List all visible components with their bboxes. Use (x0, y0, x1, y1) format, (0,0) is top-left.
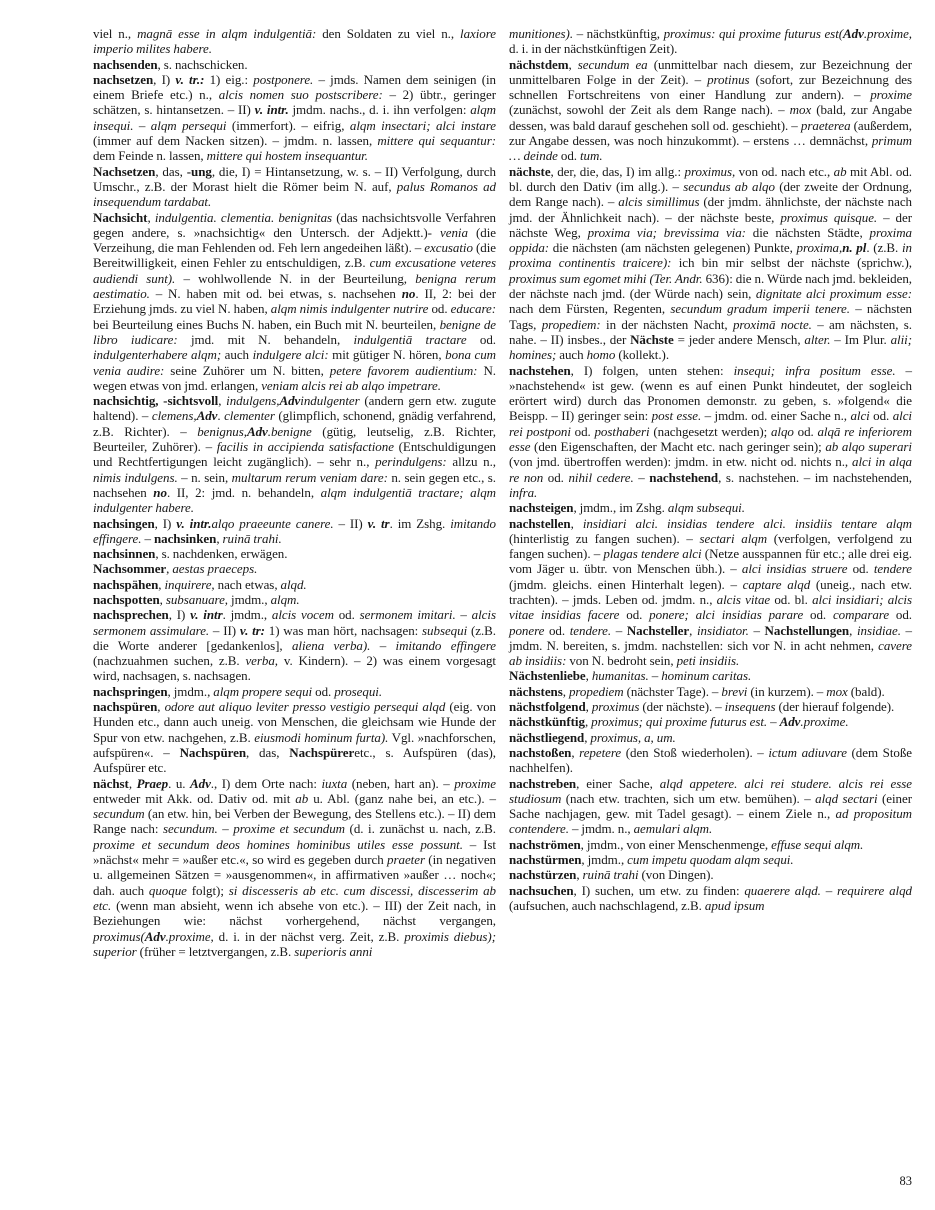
dictionary-entry: nachspüren, odore aut aliquo leviter presso vestigio persequi alqd (eig. von Hunden etc., dann auch uneig. von Menschen, die gleichsam wie Hunde der Spur von etw. nachgehen, z.B. eiusmodi hominum furta). Vgl. »nachforschen, aufspüren«. – Nachspüren, das, Nachspüreretc., s. Aufspüren (das), Aufspürer etc. (93, 699, 496, 776)
dictionary-entry: nachspähen, inquirere, nach etwas, alqd. (93, 576, 307, 592)
dictionary-entry: nachstellen, insidiari alci. insidias tendere alci. insidiis tentare alqm (hinterlistig zu fangen suchen). – sectari alqm (verfolgen, verfolgend zu fangen suchen). – plagas tendere alci (Netze ausspannen für etc.; alle drei eig. vom Jäger u. übtr. von Menschen übh.). – alci insidias struere od. tendere (jmdm. gleichs. einen Hinterhalt legen). – captare alqd (uneig., nach etw. trachten). – jmds. Leben od. jmdm. n., alcis vitae od. bl. alci insidiari; alcis vitae insidias facere od. ponere; alci insidias parare od. comparare od. ponere od. tendere. – Nachsteller, insidiator. – Nachstellungen, insidiae. – jmdm. N. bereiten, s. jmdm. nachstellen: sich vor N. in acht nehmen, cavere ab insidiis: von N. bedroht sein, peti insidiis. (509, 515, 913, 669)
page-number: 83 (899, 1174, 912, 1188)
dictionary-entry: nachspotten, subsanuare, jmdm., alqm. (93, 591, 300, 607)
dictionary-entry: nächstdem, secundum ea (unmittelbar nach diesem, zur Bezeichnung der unmittelbaren Folge in der Zeit). – protinus (sofort, zur Bezeichnung des schnellen Fortschreitens von einer Handlung zur andern). – proxime (zunächst, sowohl der Zeit als dem Range nach). – mox (bald, zur Angabe dessen, was bald darauf geschehen soll od. geschieht). – praeterea (außerdem, zur Angabe dessen, was noch hinzukommt). – erstens … demnächst, primum … deinde od. tum. (509, 56, 913, 164)
dictionary-entry: nächstliegend, proximus, a, um. (509, 729, 676, 745)
dictionary-entry: viel n., magnā esse in alqm indulgentiā: den Soldaten zu viel n., laxiore imperio milites habere. (93, 26, 497, 57)
dictionary-entry: nachsuchen, I) suchen, um etw. zu finden: quaerere alqd. – requirere alqd (aufsuchen, auch nachschlagend, z.B. apud ipsum (509, 882, 912, 913)
dictionary-entry: nächstfolgend, proximus (der nächste). – insequens (der hierauf folgende). (509, 699, 895, 715)
dictionary-entry: nachsenden, s. nachschicken. (93, 56, 248, 72)
left-column (93, 26, 496, 959)
dictionary-entry: Nachsicht, indulgentia. clementia. benignitas (das nachsichtsvolle Verfahren gegen andere, s. »nachsichtig« den Untersch. der Adjektt.)- venia (die Verzeihung, die man Fehlenden od. Feh lern angedeihen läßt). – excusatio (die Bereitwilligkeit, einen Fehler zu entschuldigen, z.B. cum excusatione veteres audiendi sunt). – wohlwollende N. in der Beurteilung, benigna rerum aestimatio. – N. haben mit od. bei etwas, s. nachsehen no. II, 2: bei der Erziehung jmds. zu viel N. haben, alqm nimis indulgenter nutrire od. educare: bei Beurteilung eines Buchs N. haben, ein Buch mit N. beurteilen, benigne de libro iudicare: jmd. mit N. behandeln, indulgentiā tractare od. indulgenterhabere alqm; auch indulgere alci: mit gütiger N. hören, bona cum venia audire: seine Zuhörer um N. bitten, petere favorem audientium: N. wegen etwas von jmd. erlangen, veniam alcis rei ab alqo impetrare. (93, 209, 497, 393)
dictionary-entry: nächst, Praep. u. Adv., I) dem Orte nach: iuxta (neben, hart an). – proxime entweder mit Akk. od. Dativ od. mit ab u. Abl. (ganz nahe bei, an etc.). – secundum (an etw. hin, bei Verben der Bewegung, des Stellens etc.). – II) dem Range nach: secundum. – proxime et secundum (d. i. zunächst u. nach, z.B. proxime et secundum deos homines hominibus utiles esse possunt. – Ist »nächst« mehr = »außer etc.«, so wird es gegeben durch praeter (in negativen u. allgemeinen Sätzen = »ausgenommen«, in affirmativen »außer … noch«; dah. auch quoque folgt); si discesseris ab etc. cum discessi, discesserim ab etc. (wenn man absieht, wenn ich absehe von etc.). – III) der Zeit nach, in Beziehungen wie: nächst vorhergehend, nächst vergangen, proximus(Adv.proxime, d. i. in der nächst verg. Zeit, z.B. proximis diebus); superior (früher = letztvergangen, z.B. superioris anni (93, 775, 497, 959)
dictionary-entry: nachstoßen, repetere (den Stoß wiederholen). – ictum adiuvare (dem Stoße nachhelfen). (509, 744, 913, 776)
dictionary-entry: nachsinnen, s. nachdenken, erwägen. (93, 546, 288, 562)
dictionary-entry: nachsichtig, -sichtsvoll, indulgens,Advindulgenter (andern gern etw. zugute haltend). – clemens,Adv. clementer (glimpflich, schonend, gnädig verfahrend, z.B. Richter). – benignus,Adv.benigne (gütig, leutselig, z.B. Richter, Beurteiler, Zuhörer). – facilis in accipienda satisfactione (Entschuldigungen und Rechtfertigungen leicht zugänglich). – sehr n., perindulgens: allzu n., nimis indulgens. – n. sein, multarum rerum veniam dare: n. sein gegen etc., s. nachsehen no. II, 2: jmd. n. behandeln, alqm indulgentiā tractare; alqm indulgenter habere. (93, 393, 497, 516)
dictionary-entry: nachsingen, I) v. intr.alqo praeeunte canere. – II) v. tr. im Zshg. imitando effingere. – nachsinken, ruinā trahi. (93, 515, 497, 546)
dictionary-entry: nachsteigen, jmdm., im Zshg. alqm subsequi. (509, 500, 745, 516)
dictionary-entry: nachstürmen, jmdm., cum impetu quodam alqm sequi. (509, 852, 794, 868)
dictionary-entry: nächstens, propediem (nächster Tage). – brevi (in kurzem). – mox (bald). (509, 683, 885, 699)
text-columns (93, 26, 912, 959)
dictionary-entry: nachstreben, einer Sache, alqd appetere. alci rei studere. alcis rei esse studiosum (nach etw. trachten, sich um etw. bemühen). – alqd sectari (einer Sache nachjagen, gew. mit Tadel gesagt). – einem Ziele n., ad propositum contendere. – jmdm. n., aemulari alqm. (509, 775, 913, 837)
dictionary-entry: Nachsetzen, das, -ung, die, I) = Hintansetzung, w. s. – II) Verfolgung, durch Umschr., z.B. der Morast hielt die Römer beim N. auf, palus Romanos ad insequendum tardabat. (93, 163, 497, 210)
dictionary-entry: munitiones). – nächstkünftig, proximus: qui proxime futurus est(Adv.proxime, d. i. in der nächstkünftigen Zeit). (509, 26, 913, 57)
dictionary-entry: nachstürzen, ruinā trahi (von Dingen). (509, 867, 714, 883)
dictionary-entry: Nachsommer, aestas praeceps. (93, 561, 258, 577)
dictionary-entry: nachsetzen, I) v. tr.: 1) eig.: postponere. – jmds. Namen dem seinigen (in einem Briefe etc.) n., alcis nomen suo postscribere: – 2) übtr., geringer schätzen, s. hintansetzen. – II) v. intr. jmdm. nachs., d. i. ihn verfolgen: alqm insequi. – alqm persequi (immerfort). – eifrig, alqm insectari; alci instare (immer auf dem Nacken sitzen). – jmdm. n. lassen, mittere qui sequantur: dem Feinde n. lassen, mittere qui hostem insequantur. (93, 71, 497, 164)
dictionary-entry: nachströmen, jmdm., von einer Menschenmenge, effuse sequi alqm. (509, 836, 864, 852)
dictionary-entry: nächstkünftig, proximus; qui proxime futurus est. – Adv.proxime. (509, 714, 849, 730)
dictionary-entry: Nächstenliebe, humanitas. – hominum caritas. (509, 668, 752, 684)
dictionary-entry: nachsprechen, I) v. intr. jmdm., alcis vocem od. sermonem imitari. – alcis sermonem assimulare. – II) v. tr: 1) was man hört, nachsagen: subsequi (z.B. die Worte anderer [gedankenlos], aliena verba). – imitando effingere (nachzuahmen suchen, z.B. verba, v. Kindern). – 2) was einem vorgesagt wird, nachsagen, s. nachsagen. (93, 607, 496, 684)
dictionary-entry: nachstehen, I) folgen, unten stehen: insequi; infra positum esse. – »nachstehend« ist gew. (wenn es auf einen Punkt hindeutet, der sogleich erörtert wird) durch das Pronomen demonstr. zu geben, s. »folgend« die Beispp. – II) geringer sein: post esse. – jmdm. od. einer Sache n., alci od. alci rei postponi od. posthaberi (nachgesetzt werden); alqo od. alqā re inferiorem esse (den Eigenschaften, der Macht etc. nach geringer sein); ab alqo superari (von jmd. übertroffen werden): jmdm. in etw. nicht od. nichts n., alci in alqa re non od. nihil cedere. – nachstehend, s. nachstehen. – im nachstehenden, infra. (509, 362, 913, 500)
right-column (509, 26, 912, 959)
dictionary-entry: nächste, der, die, das, I) im allg.: proximus, von od. nach etc., ab mit Abl. od. bl. durch den Dativ (im allg.). – secundus ab alqo (der zweite der Ordnung, dem Range nach). – alcis simillimus (der jmdm. ähnlichste, der nächste nach jmd. der Ähnlichkeit nach). – der nächste beste, proximus quisque. – der nächste Weg, proxima via; brevissima via: die nächsten Städte, proxima oppida: die nächsten (am nächsten gelegenen) Punkte, proxima,n. pl. (z.B. in proxima continentis traicere): ich bin mir selbst der nächste (sprichw.), proximus sum egomet mihi (Ter. Andr. 636): die n. Würde nach jmd. bekleiden, der nächste nach jmd. (der Würde nach) sein, dignitate alci proximum esse: nach dem Fürsten, Regenten, secundum gradum imperii tenere. – nächsten Tags, propediem: in der nächsten Nacht, proximā nocte. – am nächsten, s. nahe. – II) insbes., der Nächste = jeder andere Mensch, alter. – Im Plur. alii; homines; auch homo (kollekt.). (509, 163, 913, 363)
dictionary-entry: nachspringen, jmdm., alqm propere sequi od. prosequi. (93, 683, 383, 699)
